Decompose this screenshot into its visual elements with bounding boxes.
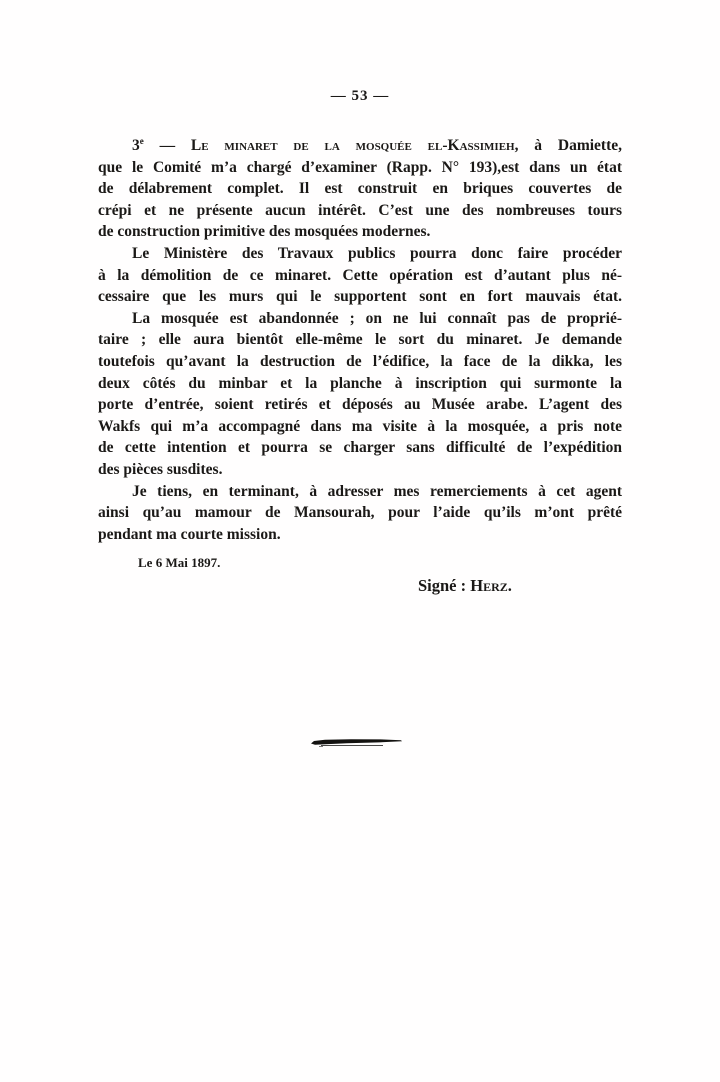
text-line: de délabrement complet. Il est construit en briques couvertes de	[98, 180, 622, 198]
section-heading-line	[98, 135, 622, 157]
date-line: Le 6 Mai 1897.	[138, 555, 221, 571]
end-rule-ornament	[311, 737, 403, 747]
text-line: crépi et ne présente aucun intérêt. C’est une des nombreuses tours	[98, 201, 622, 219]
signature-name: Herz.	[470, 576, 512, 596]
text-line: que le Comité m’a chargé d’examiner (Rapp. N° 193),est dans un état	[98, 158, 622, 176]
text-line: La mosquée est abandonnée ; on ne lui connaît pas de proprié-	[132, 309, 622, 327]
text-line: pendant ma courte mission.	[98, 525, 281, 543]
text-line: de construction primitive des mosquées modernes.	[98, 223, 431, 241]
text-line: de cette intention et pourra se charger sans difficulté de l’expédition	[98, 439, 622, 457]
text-line: à la démolition de ce minaret. Cette opération est d’autant plus né-	[98, 266, 622, 284]
section-title: Le minaret de la mosquée el-Kassimieh,	[190, 137, 519, 154]
text-line: ainsi qu’au mamour de Mansourah, pour l’aide qu’ils m’ont prêté	[98, 504, 622, 522]
heading-dash: —	[159, 137, 176, 154]
text-line: toutefois qu’avant la destruction de l’édifice, la face de la dikka, les	[98, 352, 622, 370]
signature-line	[418, 576, 720, 596]
text-line: cessaire que les murs qui le supportent sont en fort mauvais état.	[98, 288, 622, 306]
text-line: deux côtés du minbar et la planche à inscription qui surmonte la	[98, 374, 622, 392]
text-line: porte d’entrée, soient retirés et déposés au Musée arabe. L’agent des	[98, 396, 622, 414]
text-line: taire ; elle aura bientôt elle-même le sort du minaret. Je demande	[98, 331, 622, 349]
section-number: 3	[132, 137, 140, 154]
text-line: des pièces susdites.	[98, 460, 223, 478]
signature-prefix: Signé :	[418, 576, 467, 596]
section-number-ordinal: e	[139, 135, 144, 146]
text-line: Le Ministère des Travaux publics pourra donc faire procéder	[132, 244, 622, 262]
text-line: Wakfs qui m’a accompagné dans ma visite à la mosquée, a pris note	[98, 417, 622, 435]
text-line: Je tiens, en terminant, à adresser mes remerciements à cet agent	[132, 482, 622, 500]
page-number: — 53 —	[330, 88, 390, 104]
text-column	[98, 135, 622, 545]
section-location: à Damiette,	[534, 137, 622, 154]
